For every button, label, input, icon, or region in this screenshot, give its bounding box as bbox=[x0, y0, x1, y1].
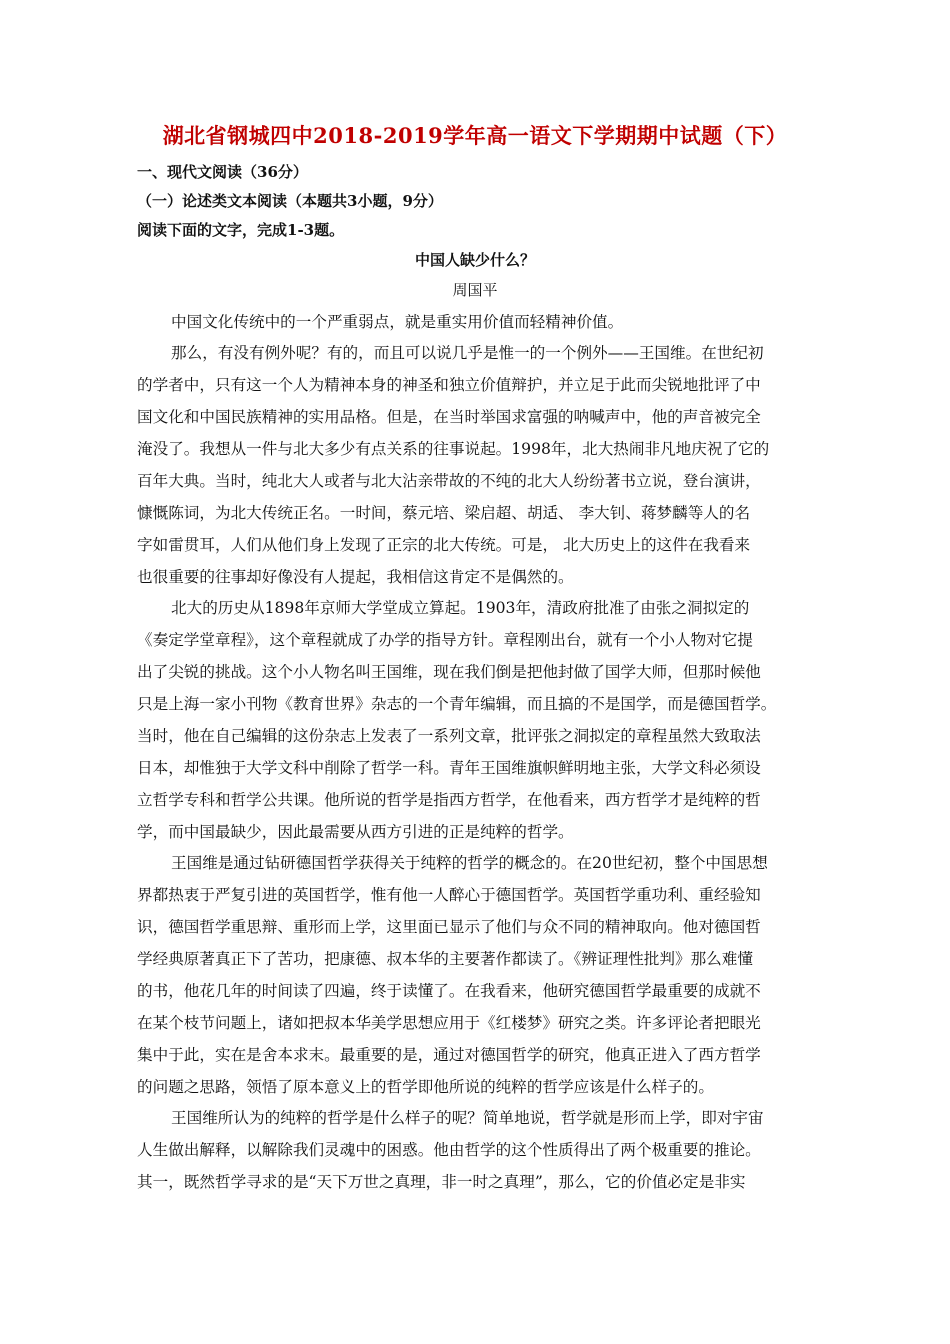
body-line: 国文化和中国民族精神的实用品格。但是，在当时举国求富强的呐喊声中，他的声音被完全 bbox=[137, 408, 761, 426]
body-line: 慷慨陈词，为北大传统正名。一时间，蔡元培、梁启超、胡适、 李大钊、蒋梦麟等人的名 bbox=[137, 504, 751, 522]
document-title: 湖北省钢城四中2018-2019学年高一语文下学期期中试题（下） bbox=[162, 123, 788, 148]
body-line: 只是上海一家小刊物《教育世界》杂志的一个青年编辑，而且搞的不是国学，而是德国哲学。 bbox=[137, 695, 777, 713]
body-line: 识，德国哲学重思辩、重形而上学，这里面已显示了他们与众不同的精神取向。他对德国哲 bbox=[137, 918, 761, 936]
body-line: 字如雷贯耳，人们从他们身上发现了正宗的北大传统。可是， 北大历史上的这件在我看来 bbox=[137, 536, 751, 554]
section-heading: 一、现代文阅读（36分） bbox=[137, 163, 308, 181]
body-line: 立哲学专科和哲学公共课。他所说的哲学是指西方哲学，在他看来，西方哲学才是纯粹的哲 bbox=[137, 791, 761, 809]
body-line: 其一，既然哲学寻求的是“天下万世之真理，非一时之真理”，那么，它的价值必定是非实 bbox=[137, 1173, 746, 1191]
body-line: 在某个枝节问题上，诸如把叔本华美学思想应用于《红楼梦》研究之类。许多评论者把眼光 bbox=[137, 1014, 761, 1032]
body-line: 《奏定学堂章程》，这个章程就成了办学的指导方针。章程刚出台，就有一个小人物对它提 bbox=[137, 631, 753, 649]
body-line: 淹没了。我想从一件与北大多少有点关系的往事说起。1998年，北大热闹非凡地庆祝了它的 bbox=[137, 440, 770, 458]
body-line: 那么，有没有例外呢？有的，而且可以说几乎是惟一的一个例外——王国维。在世纪初 bbox=[171, 344, 764, 362]
body-line: 百年大典。当时，纯北大人或者与北大沾亲带故的不纯的北大人纷纷著书立说，登台演讲， bbox=[137, 472, 761, 490]
body-line: 中国文化传统中的一个严重弱点，就是重实用价值而轻精神价值。 bbox=[171, 313, 624, 331]
body-line: 的问题之思路，领悟了原本意义上的哲学即他所说的纯粹的哲学应该是什么样子的。 bbox=[137, 1078, 714, 1096]
article-author: 周国平 bbox=[452, 281, 498, 299]
body-line: 出了尖锐的挑战。这个小人物名叫王国维，现在我们倒是把他封做了国学大师，但那时候他 bbox=[137, 663, 761, 681]
body-line: 当时，他在自己编辑的这份杂志上发表了一系列文章，批评张之洞拟定的章程虽然大致取法 bbox=[137, 727, 761, 745]
body-line: 集中于此，实在是舍本求末。最重要的是，通过对德国哲学的研究，他真正进入了西方哲学 bbox=[137, 1046, 761, 1064]
body-line: 王国维所认为的纯粹的哲学是什么样子的呢？简单地说，哲学就是形而上学，即对宇宙 bbox=[171, 1109, 764, 1127]
body-line: 人生做出解释，以解除我们灵魂中的困惑。他由哲学的这个性质得出了两个极重要的推论。 bbox=[137, 1141, 761, 1159]
article-title: 中国人缺少什么？ bbox=[414, 251, 535, 269]
body-line: 学经典原著真正下了苦功，把康德、叔本华的主要著作都读了。《辨证理性批判》那么难懂 bbox=[137, 950, 753, 968]
body-line: 学，而中国最缺少，因此最需要从西方引进的正是纯粹的哲学。 bbox=[137, 823, 574, 841]
body-line: 的书，他花几年的时间读了四遍，终于读懂了。在我看来，他研究德国哲学最重要的成就不 bbox=[137, 982, 761, 1000]
body-line: 王国维是通过钻研德国哲学获得关于纯粹的哲学的概念的。在20世纪初，整个中国思想 bbox=[171, 854, 768, 872]
subsection-heading: （一）论述类文本阅读（本题共3小题，9分） bbox=[137, 192, 443, 210]
body-line: 日本，却惟独于大学文科中削除了哲学一科。青年王国维旗帜鲜明地主张，大学文科必须设 bbox=[137, 759, 761, 777]
body-line: 也很重要的往事却好像没有人提起，我相信这肯定不是偶然的。 bbox=[137, 568, 574, 586]
body-line: 北大的历史从1898年京师大学堂成立算起。1903年，清政府批准了由张之洞拟定的 bbox=[171, 599, 750, 617]
body-line: 界都热衷于严复引进的英国哲学，惟有他一人醉心于德国哲学。英国哲学重功利、重经验知 bbox=[137, 886, 761, 904]
body-line: 的学者中，只有这一个人为精神本身的神圣和独立价值辩护，并立足于此而尖锐地批评了中 bbox=[137, 376, 761, 394]
reading-instruction: 阅读下面的文字，完成1-3题。 bbox=[137, 221, 345, 239]
